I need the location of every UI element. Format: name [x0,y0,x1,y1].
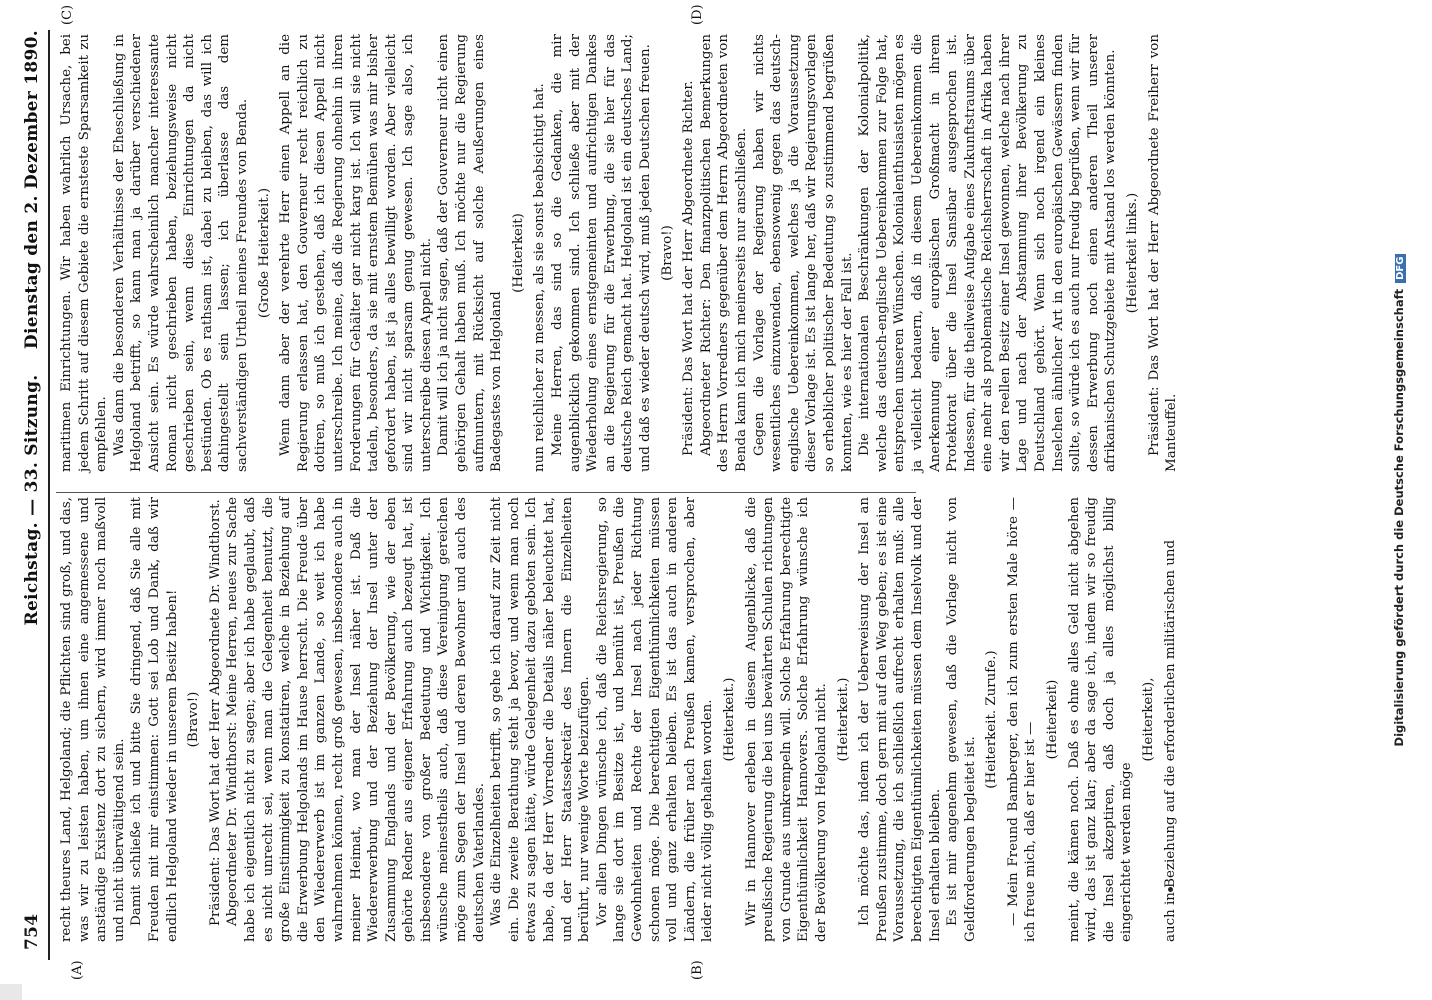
paragraph: Was die Einzelheiten betrifft, so gehe ich darauf zur Zeit nicht ein. Die zweite Berathung steht ja bevor, und wenn man noch etwas zu sagen hätte, würde Gelegenheit dazu geboten sein. Ich habe, da der Herr Vorredner die Details näher beleuchtet hat, und der Herr Staatssekretär des Innern die Einzelheiten berührt, nur wenige Worte beizufügen. [489,497,593,942]
right-column [58,34,1181,472]
paragraph: Damit will ich ja nicht sagen, daß der Gouverneur nicht einen gehörigen Gehalt haben muß. Ich möchte nur die Regierung aufmuntern, mit Rücksicht auf solche Aeußerungen eines Badegastes von Helgoland [436,34,505,472]
column-divider [56,492,916,493]
paragraph: Abgeordneter Dr. Windthorst: Meine Herren, neues zur Sache habe ich eigentlich nicht zu sagen; aber ich habe geglaubt, daß es nicht unrecht sei, wenn man die Gelegenheit benutzt, die große Einstimmigkeit zu konstatiren, welche in Beziehung auf die Erwerbung Helgolands im Hause herrscht. Die Freude über den Wiedererwerb ist im ganzen Lande, so weit ich habe wahrnehmen können, recht groß gewesen, insbesondere auch in meiner Heimat, wo man der Insel näher ist. Daß die Wiedererwerbung und der Beziehung der Insel unter der Zusammung Englands und der Bevölkerung, wie der eben gehörte Redner aus eigener Erfahrung auch bezeugt hat, ist insbesondere von großer Bedeutung und Wichtigkeit. Ich wünsche meinestheils auch, daß diese Vereinigung gereichen möge zum Segen der Insel und deren Bewohner und auch des deutschen Vaterlandes. [225,497,487,942]
session-title: Reichstag. — 33. Sitzung. [22,374,42,626]
paragraph: Gegen die Vorlage der Regierung haben wir nichts wesentliches einzuwenden, ebensowenig gegen das deutsch-englische Uebereinkommen, welches ja die Voraussetzung dieser Vorlage ist. Es ist lange her, daß wir Regierungsvorlagen so erheblicher politischer Bedeutung so zustimmend begrüßen konnten, wie es hier der Fall ist. [751,34,855,472]
page-number: 754 [22,913,42,950]
interjection: (Heiterkeit. Zurufe.) [984,650,1000,789]
left-column [58,497,1179,942]
dfg-logo: DFG [1395,254,1406,283]
paragraph: maritimen Einrichtungen. Wir haben wahrlich Ursache, bei jedem Schritt auf diesem Gebiete die ernsteste Sparsamkeit zu empfehlen. [59,34,110,472]
interjection: (Bravo!) [186,691,202,748]
paragraph: — Mein Freund Bamberger, den ich zum ersten Male höre — ich freue mich, daß er hier ist — [1005,497,1039,942]
credit-text: Digitalisierung gefördert durch die Deutsche Forschungsgemeinschaft [1392,288,1406,747]
paragraph: Die internationalen Beschränkungen der Kolonialpolitik, welche das deutsch-englische Uebereinkommen zur Folge hat, entsprechen unseren Wünschen. Kolonialenthusiasten mögen es ja vielleicht bedauern, daß in diesem Uebereinkommen die Anerkennung einer europäischen Großmacht in ihrem Protektorat über die Insel Sansibar ausgesprochen ist. Indessen, für die theilweise Aufgabe eines Zukunftstraums über eine mehr als problematische Reichsherrschaft in Afrika haben wir den reellen Besitz einer Insel gewonnen, welche nach ihrer Lage und nach der Abstammung ihrer Bevölkerung zu Deutschland gehört. Wenn sich noch irgend ein kleines Inselchen ähnlicher Art in den europäischen Gewässern finden sollte, so würde ich es auch nur freudig begrüßen, wenn wir für dessen Erwerbung noch einen anderen Theil unserer afrikanischen Schutzgebiete mit Anstand los werden könnten. [857,34,1119,472]
paragraph: Vor allen Dingen wünsche ich, daß die Reichsregierung, so lange sie dort im Besitze ist, und bemüht ist, Preußen die Gewohnheiten und Rechte der Insel nach jeder Richtung schonen möge. Die berechtigten Eigenthümlichkeiten müssen voll und ganz erhalten bleiben. Es ist das auch in anderen Ländern, die früher nach Preußen kamen, versprochen, aber leider nicht völlig gehalten worden. [594,497,716,942]
interjection: (Große Heiterkeit.) [256,187,272,319]
interjection: (Heiterkeit) [510,213,526,293]
paragraph: Ich möchte das, indem ich der Ueberweisung der Insel an Preußen zustimme, doch gern mit auf den Weg geben; es ist eine Voraussetzung, die ich schließlich aufrecht erhalten muß: alle berechtigten Eigenthümlichkeiten müssen dem Inselvolk und der Insel erhalten bleiben. [857,497,943,942]
paragraph: Es ist mir angenehm gewesen, daß die Vorlage nicht von Geldforderungen begleitet ist. [945,497,978,942]
margin-mark-b: (B) [690,960,705,980]
paragraph: Was dann die besonderen Verhältnisse der Eheschließung in Helgoland betrifft, so kann man ja darüber verschiedener Ansicht sein. Es würde wahrscheinlich mancher interessante Roman nicht geschrieben haben, beziehungsweise nicht geschrieben sein, wenn diese Einrichtungen da nicht bestünden. Ob es rathsam ist, dabei zu bleiben, das will ich dahingestellt sein lassen; ich überlasse das dem sachverständigen Urtheil meines Freundes von Benda. [111,34,250,472]
margin-mark-d: (D) [690,4,705,25]
interjection: (Bravo!) [659,225,675,281]
paragraph: Meine Herren, das sind so die Gedanken, die mir augenblicklich gekommen sind. Ich schließe aber mit der Wiederholung eines ernstgemeinten und aufrichtigen Dankes an die Regierung für die Erwerbung, die sie hier für das deutsche Reich gemacht hat. Helgoland ist ein deutsches Land; und daß es wieder deutsch wird, muß jeden Deutschen freuen. [550,34,653,472]
paragraph: Wenn dann aber der verehrte Herr einen Appell an die Regierung erlassen hat, den Gouverneur recht reichlich zu dotiren, so muß ich gestehen, daß ich diesen Appell nicht unterschreibe. Ich meine, daß die Regierung ohnehin in ihren Forderungen für Gehälter gar nicht karg ist. Ich will sie nicht tadeln, besonders, da sie mit ernstem Bemühen was mir bisher gefordert haben, ist ja alles bewilligt worden. Aber vielleicht sind wir nicht sparsam genug gewesen. Ich sage also, ich unterschreibe diesen Appell nicht. [278,34,434,472]
paragraph: recht theures Land, Helgoland; die Pflichten sind groß, und das, was wir zu leisten haben, um ihnen eine angemessene und anständige Existenz dort zu sichern, wird immer noch maßvoll und nicht überwältigend sein. [59,497,127,942]
interjection: (Heiterkeit.) [835,677,851,762]
header-rule [48,30,50,960]
page-header [22,30,46,960]
session-date: Dienstag den 2. Dezember 1890. [22,30,42,350]
paragraph: Abgeordneter Richter: Den finanzpolitischen Bemerkungen des Herrn Vorredners gegenüber dem Herrn Abgeordneten von Benda kann ich mich meinerseits nur anschließen. [698,34,749,472]
speaker-line: Präsident: Das Wort hat der Herr Abgeordnete Dr. Windthorst. [207,499,223,926]
paragraph: Damit schließe ich und bitte Sie dringend, daß Sie alle mit Freuden mit mir einstimmen: Gott sei Lob und Dank, daß wir endlich Helgoland wieder in unserem Besitz haben! [129,497,180,942]
margin-mark-c: (C) [60,4,75,25]
interjection: (Heiterkeit) [1045,679,1061,760]
speaker-line: Präsident: Das Wort hat der Herr Abgeordnete Richter. [681,80,697,456]
margin-mark-a: (A) [70,960,85,980]
paragraph: Wir in Hannover erleben in diesem Augenblicke, daß die preußische Regierung die bei uns bewährten Schulen richtungen von Grunde aus umkrempeln will. Solche Erfahrung berechtigte Eigenthümlichkeit Hannovers. Solche Erfahrung wünsche ich der Bevölkerung von Helgoland nicht. [743,497,829,942]
paragraph: nun reichlicher zu messen, als sie sonst beabsichtigt hat. [532,83,548,472]
paragraph: meint, die kämen noch. Daß es ohne alles Geld nicht abgehen wird, das ist ganz klar; aber da sage ich, indem wir so freudig die Insel akzeptiren, daß doch ja alles möglichst billig eingerichtet werden möge [1066,497,1135,942]
speaker-line: Präsident: Das Wort hat der Herr Abgeordnete Freiherr von Manteuffel. [1146,34,1180,472]
paragraph: auch in Beziehung auf die erforderlichen militärischen und [1162,539,1178,942]
interjection: (Heiterkeit), [1141,677,1157,762]
interjection: (Heiterkeit.) [721,677,737,762]
digitization-credit [1392,0,1406,1000]
scan-corner [0,984,22,1000]
interjection: (Heiterkeit links.) [1125,192,1141,314]
